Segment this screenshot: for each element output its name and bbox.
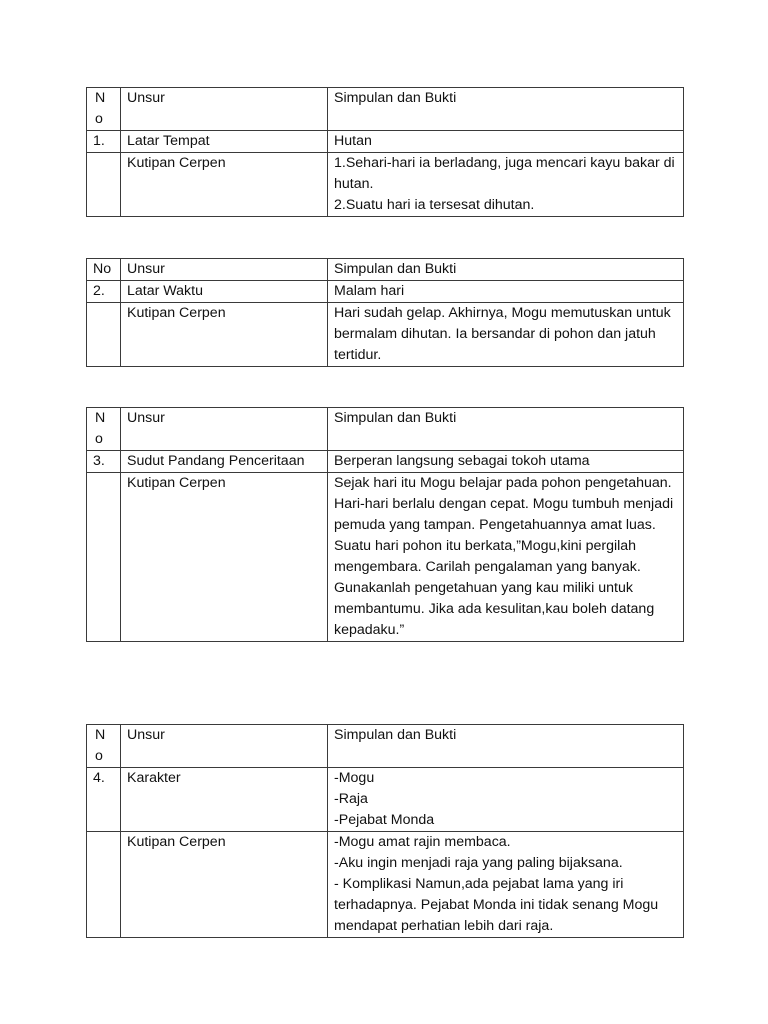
simpulan-cell: Malam hari: [328, 281, 684, 303]
table-row: [87, 768, 684, 832]
empty-number-cell: [87, 832, 121, 938]
table-row: [87, 832, 684, 938]
header-unsur-cell: Unsur: [121, 725, 328, 768]
row-number-cell: 2.: [87, 281, 121, 303]
row-number-cell: 4.: [87, 768, 121, 832]
header-simpulan-cell: Simpulan dan Bukti: [328, 725, 684, 768]
unsur-cell: Latar Waktu: [121, 281, 328, 303]
simpulan-cell: Hutan: [328, 131, 684, 153]
header-no-cell: N o: [87, 408, 121, 451]
table-row: [87, 153, 684, 217]
header-simpulan-cell: Simpulan dan Bukti: [328, 259, 684, 281]
empty-number-cell: [87, 303, 121, 367]
table-header-row: [87, 259, 684, 281]
header-unsur-cell: Unsur: [121, 259, 328, 281]
simpulan-cell: Berperan langsung sebagai tokoh utama: [328, 451, 684, 473]
unsur-cell: Kutipan Cerpen: [121, 303, 328, 367]
header-no-cell: No: [87, 259, 121, 281]
analysis-table-4: [86, 724, 684, 938]
header-simpulan-cell: Simpulan dan Bukti: [328, 88, 684, 131]
table-row: [87, 451, 684, 473]
kutipan-cell: 1.Sehari-hari ia berladang, juga mencari kayu bakar di hutan. 2.Suatu hari ia tersesat dihutan.: [328, 153, 684, 217]
table-row: [87, 281, 684, 303]
unsur-cell: Kutipan Cerpen: [121, 832, 328, 938]
simpulan-cell: -Mogu -Raja -Pejabat Monda: [328, 768, 684, 832]
row-number-cell: 3.: [87, 451, 121, 473]
unsur-cell: Kutipan Cerpen: [121, 473, 328, 642]
unsur-cell: Kutipan Cerpen: [121, 153, 328, 217]
table-row: [87, 473, 684, 642]
header-no-cell: N o: [87, 88, 121, 131]
table-header-row: [87, 408, 684, 451]
table-row: [87, 131, 684, 153]
analysis-table-1: [86, 87, 684, 217]
header-unsur-cell: Unsur: [121, 88, 328, 131]
table-row: [87, 303, 684, 367]
unsur-cell: Karakter: [121, 768, 328, 832]
analysis-table-2: [86, 258, 684, 367]
row-number-cell: 1.: [87, 131, 121, 153]
header-unsur-cell: Unsur: [121, 408, 328, 451]
table-header-row: [87, 88, 684, 131]
empty-number-cell: [87, 473, 121, 642]
header-no-cell: N o: [87, 725, 121, 768]
empty-number-cell: [87, 153, 121, 217]
unsur-cell: Latar Tempat: [121, 131, 328, 153]
analysis-table-3: [86, 407, 684, 642]
header-simpulan-cell: Simpulan dan Bukti: [328, 408, 684, 451]
table-header-row: [87, 725, 684, 768]
kutipan-cell: Sejak hari itu Mogu belajar pada pohon pengetahuan. Hari-hari berlalu dengan cepat. Mogu tumbuh menjadi pemuda yang tampan. Pengetahuannya amat luas. Suatu hari pohon itu berkata,”Mogu,kini pergilah mengembara. Carilah pengalaman yang banyak. Gunakanlah pengetahuan yang kau miliki untuk membantumu. Jika ada kesulitan,kau boleh datang kepadaku.”: [328, 473, 684, 642]
kutipan-cell: -Mogu amat rajin membaca. -Aku ingin menjadi raja yang paling bijaksana. - Komplikasi Namun,ada pejabat lama yang iri terhadapnya. Pejabat Monda ini tidak senang Mogu mendapat perhatian lebih dari raja.: [328, 832, 684, 938]
kutipan-cell: Hari sudah gelap. Akhirnya, Mogu memutuskan untuk bermalam dihutan. Ia bersandar di pohon dan jatuh tertidur.: [328, 303, 684, 367]
unsur-cell: Sudut Pandang Penceritaan: [121, 451, 328, 473]
